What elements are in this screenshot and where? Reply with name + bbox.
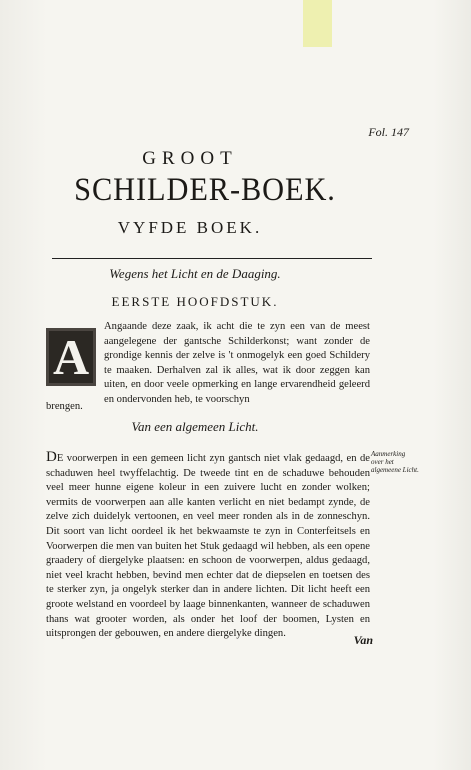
title-rule: [52, 258, 372, 259]
margin-note: Aanmerking over het algemeene Licht.: [371, 450, 419, 474]
subtitle: Wegens het Licht en de Daaging.: [109, 266, 281, 281]
chapter-heading: EERSTE HOOFDSTUK.: [111, 294, 279, 309]
paper-tab-marker: [303, 0, 332, 47]
catchword: Van: [353, 633, 373, 647]
title-vyfde-boek: VYFDE BOEK.: [117, 218, 263, 237]
paragraph-1-tail: brengen.: [46, 401, 83, 412]
title-groot: GROOT: [142, 148, 238, 169]
paragraph-2-initial: D: [46, 449, 57, 465]
paragraph-2-text: E voorwerpen in een gemeen licht zyn gantsch niet vlak gedaagd, en de schaduwen heel twyffelachtig. De tweede tint en de schaduwe behouden veel meer hunne eigene koleur in een zuivere lucht en zonder wolken; vermits de voorwerpen aan alle kanten verlicht en niet bedampt zynde, de zelve zich duidelyk vertoonen, en veel meer ronden als in de zonneschyn. Dit soort van licht oordeel ik het bekwaamste te zyn in Conterfeitsels en Voorwerpen die men van buiten het Stuk gedaagd wil hebben, als een opene graadery of diergelyke plaatsen: en schoon de voorwerpen, aldus gedaagd, niet veel kracht hebben, bevind men echter dat de diepselen en toetsen des te sterker zyn, ja ongelyk sterker dan in andere lichten. Dit licht heeft een groote welstand en voordeel by laage binnenkanten, wanneer de schaduwen thans wat grooter worden, als onder het loof der boomen, Lysten en uitsprongen der gebouwen, en andere diergelyke dingen.: [46, 453, 370, 640]
ornamental-initial: A: [46, 328, 96, 386]
folio-number: Fol. 147: [368, 125, 409, 139]
paragraph-1: Angaande deze zaak, ik acht die te zyn een van de meest aangelegene der gantsche Schilderkonst; want zonder de grondige kennis der zelve is 't onmogelyk een goed Schildery te maaken. Derhalven zal ik alles, wat ik door zeggen kan uiten, en door veele opmerking en lange ervarendheid geleerd en ondervonden heb, te voorschyn: [104, 321, 370, 405]
paragraph-2: [46, 450, 370, 642]
section-heading: Van een algemeen Licht.: [131, 419, 259, 434]
title-schilder-boek: SCHILDER-BOEK.: [74, 172, 336, 208]
